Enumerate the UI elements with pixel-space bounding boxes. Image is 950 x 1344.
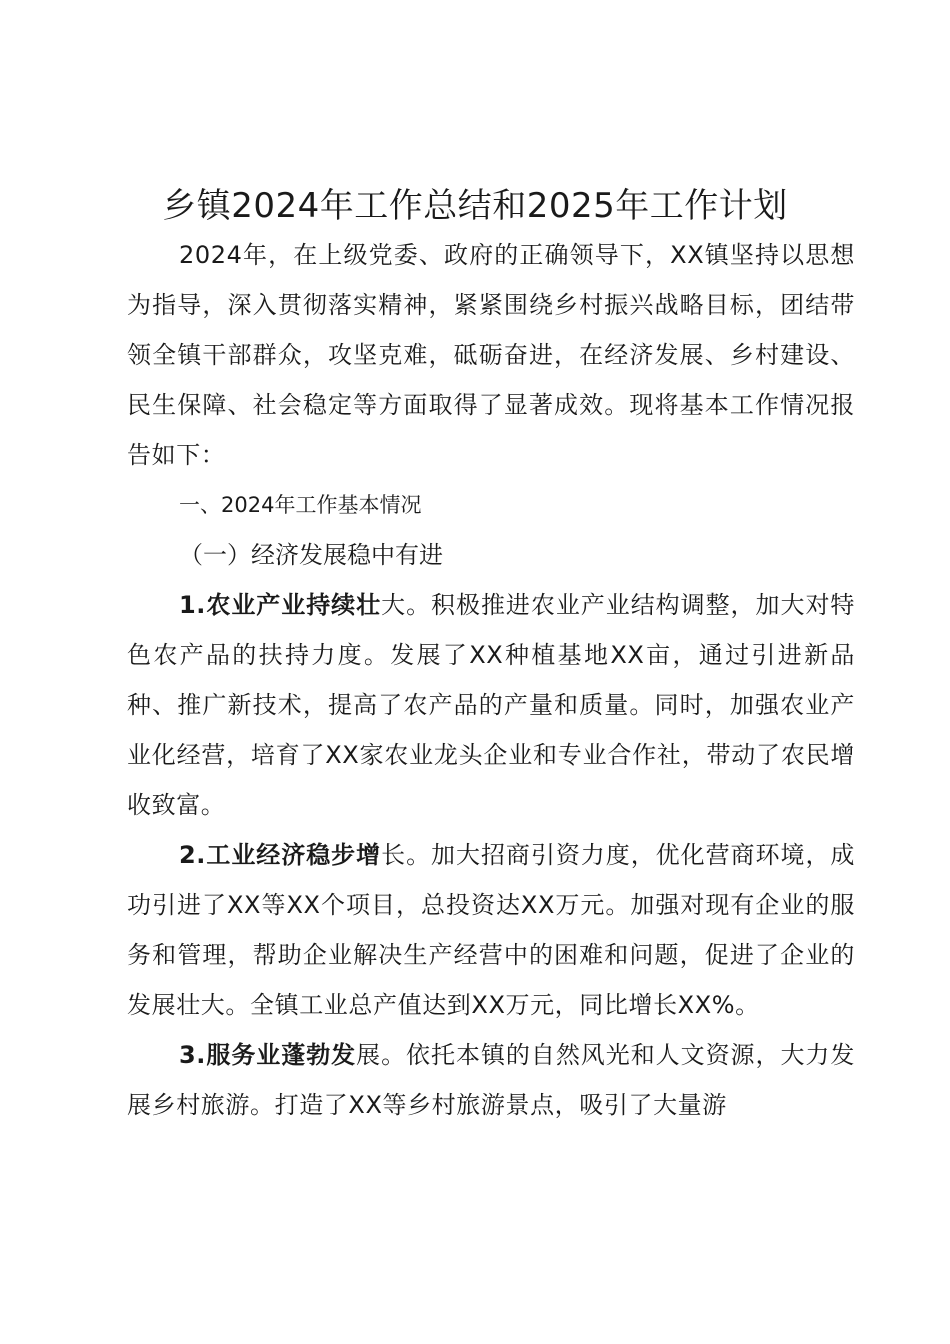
intro-paragraph: 2024年，在上级党委、政府的正确领导下，XX镇坚持以思想为指导，深入贯彻落实精神，紧紧围绕乡村振兴战略目标，团结带领全镇干部群众，攻坚克难，砥砺奋进，在经济发展、乡村建设、民生保障、社会稳定等方面取得了显著成效。现将基本工作情况报告如下： [127,241,855,469]
item-paragraph-1 [127,580,855,830]
item-lead-1: 1.农业产业持续壮 [179,591,382,619]
item-text-3: 展。依托本镇的自然风光和人文资源，大力发展乡村旅游。打造了XX等乡村旅游景点，吸引了大量游 [127,1041,855,1119]
item-lead-2: 2.工业经济稳步增 [179,841,382,869]
document-body [127,230,855,1130]
section-heading: 一、2024年工作基本情况 [179,493,422,517]
document-title: 乡镇2024年工作总结和2025年工作计划 [162,186,788,226]
item-paragraph-2 [127,830,855,1030]
item-paragraph-3 [127,1030,855,1130]
item-lead-3: 3.服务业蓬勃发 [179,1041,357,1069]
subsection-heading: （一）经济发展稳中有进 [179,541,443,569]
item-text-2: 长。加大招商引资力度，优化营商环境，成功引进了XX等XX个项目，总投资达XX万元。加强对现有企业的服务和管理，帮助企业解决生产经营中的困难和问题，促进了企业的发展壮大。全镇工业总产值达到XX万元，同比增长XX%。 [127,841,855,1019]
item-text-1: 大。积极推进农业产业结构调整，加大对特色农产品的扶持力度。发展了XX种植基地XX亩，通过引进新品种、推广新技术，提高了农产品的产量和质量。同时，加强农业产业化经营，培育了XX家农业龙头企业和专业合作社，带动了农民增收致富。 [127,591,855,819]
